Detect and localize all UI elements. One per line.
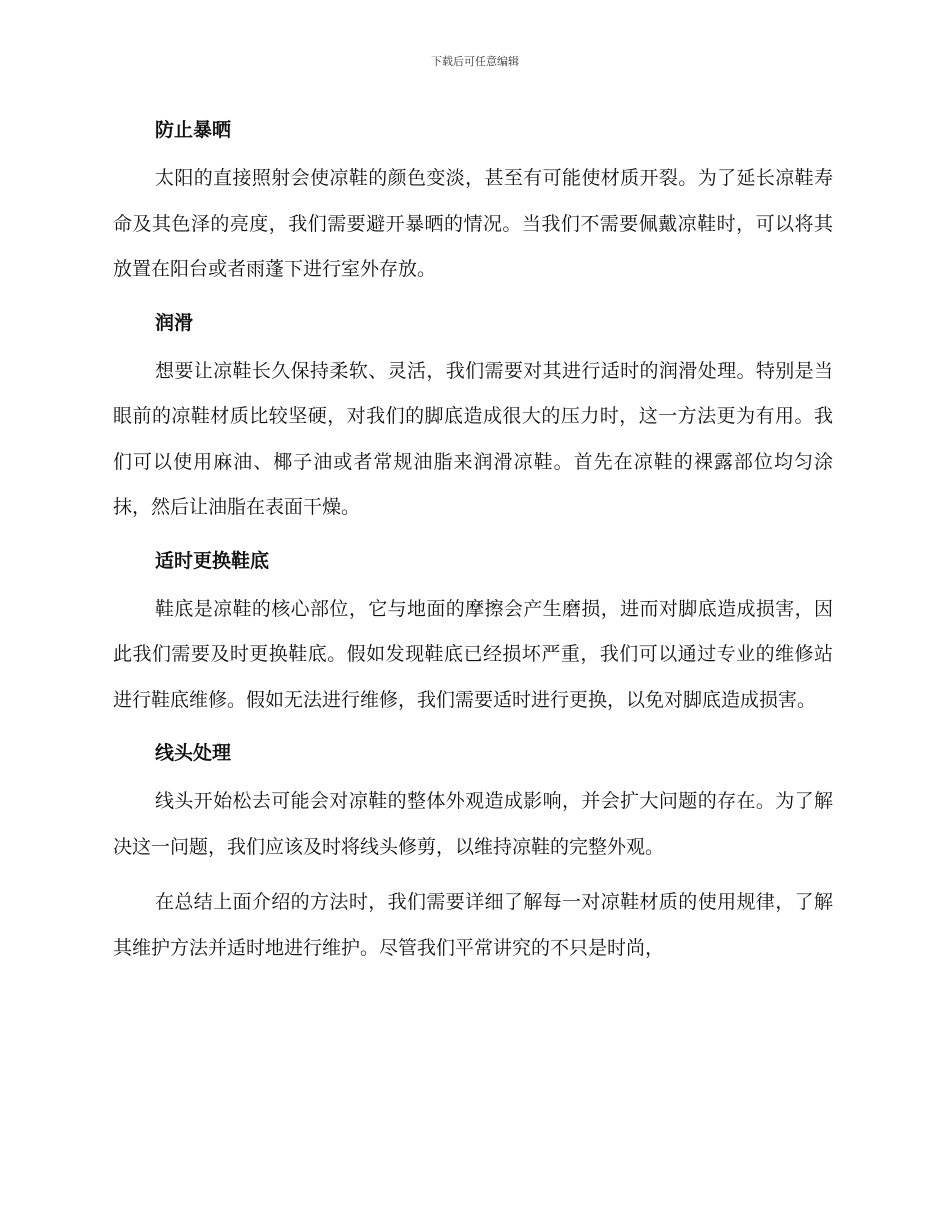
section-paragraph: 太阳的直接照射会使凉鞋的颜色变淡，甚至有可能使材质开裂。为了延长凉鞋寿命及其色泽的亮度，我们需要避开暴晒的情况。当我们不需要佩戴凉鞋时，可以将其放置在阳台或者雨蓬下进行室外存放。 xyxy=(113,167,833,280)
section-sun-protection xyxy=(113,110,833,293)
section-paragraph: 线头开始松去可能会对凉鞋的整体外观造成影响，并会扩大问题的存在。为了解决这一问题，我们应该及时将线头修剪，以维持凉鞋的完整外观。 xyxy=(113,790,833,858)
page-header: 下载后可任意编辑 xyxy=(431,55,519,68)
document-body xyxy=(113,110,833,981)
section-title: 线头处理 xyxy=(155,742,232,764)
section-sole-replacement xyxy=(113,541,833,724)
section-lubrication xyxy=(113,303,833,531)
summary-paragraph: 在总结上面介绍的方法时，我们需要详细了解每一对凉鞋材质的使用规律，了解其维护方法并适时地进行维护。尽管我们平常讲究的不只是时尚， xyxy=(113,891,833,959)
section-title: 防止暴晒 xyxy=(155,119,232,141)
section-paragraph: 鞋底是凉鞋的核心部位，它与地面的摩擦会产生磨损，进而对脚底造成损害，因此我们需要及时更换鞋底。假如发现鞋底已经损坏严重，我们可以通过专业的维修站进行鞋底维修。假如无法进行维修，我们需要适时进行更换，以免对脚底造成损害。 xyxy=(113,597,833,711)
section-title: 适时更换鞋底 xyxy=(155,549,270,572)
section-thread-handling xyxy=(113,733,833,870)
section-title: 润滑 xyxy=(155,311,194,334)
section-paragraph: 想要让凉鞋长久保持柔软、灵活，我们需要对其进行适时的润滑处理。特别是当眼前的凉鞋材质比较坚硬，对我们的脚底造成很大的压力时，这一方法更为有用。我们可以使用麻油、椰子油或者常规油脂来润滑凉鞋。首先在凉鞋的裸露部位均匀涂抹，然后让油脂在表面干燥。 xyxy=(113,359,833,518)
